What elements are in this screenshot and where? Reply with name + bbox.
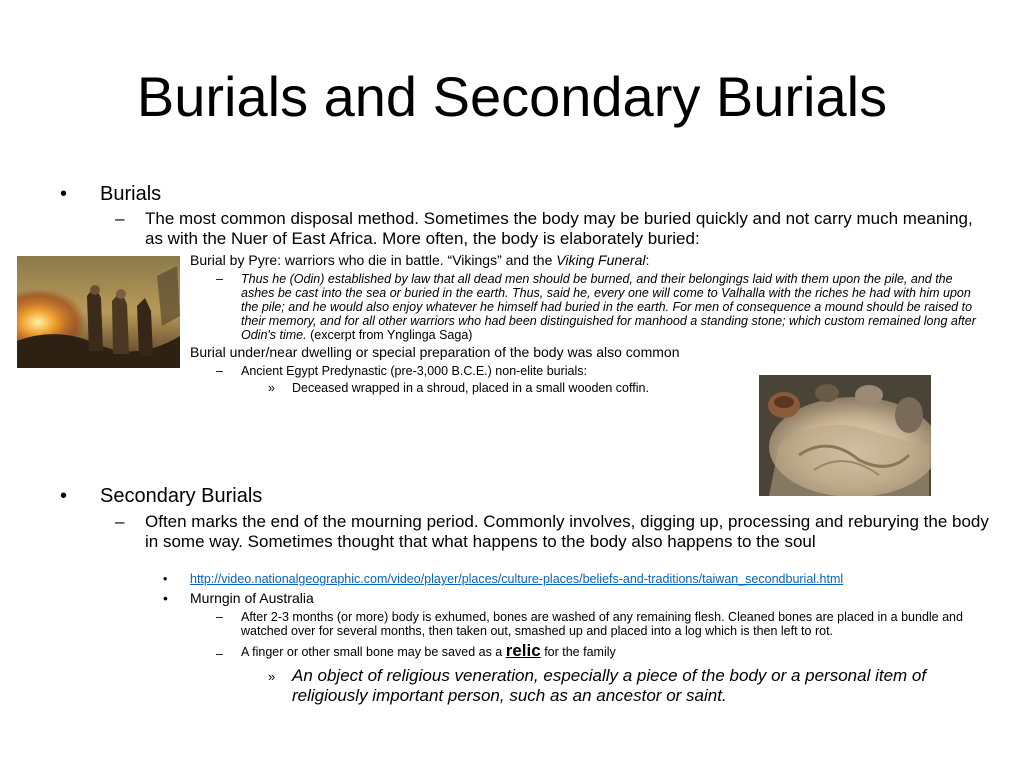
secondary-burials-heading: Secondary Burials — [100, 485, 263, 507]
dash-marker: – — [115, 209, 125, 228]
relic-line — [241, 641, 941, 660]
pyre-burial-line — [190, 252, 770, 269]
quote-source: (excerpt from Ynglinga Saga) — [306, 328, 473, 342]
slide-title: Burials and Secondary Burials — [136, 65, 888, 128]
ynglinga-quote — [241, 272, 989, 342]
dash-marker: – — [216, 647, 223, 661]
dash-marker: – — [216, 610, 223, 624]
relic-definition: An object of religious veneration, especially a piece of the body or a personal item of religiously important person, such as an ancestor or saint. — [292, 666, 927, 705]
relic-term: relic — [505, 641, 541, 660]
dash-marker: – — [216, 364, 223, 378]
pyre-colon: : — [645, 252, 650, 268]
murngin-line: Murngin of Australia — [190, 590, 314, 606]
viking-funeral-term: Viking Funeral — [556, 252, 646, 268]
egypt-burial-line: Ancient Egypt Predynastic (pre-3,000 B.C.E.) non-elite burials: — [241, 364, 588, 378]
dwelling-burial-line: Burial under/near dwelling or special preparation of the body was also common — [190, 344, 680, 360]
family-text: for the family — [540, 645, 616, 659]
deceased-line: Deceased wrapped in a shroud, placed in a small wooden coffin. — [292, 381, 649, 395]
egyptian-burial-image — [759, 375, 931, 496]
guillemet-marker: » — [268, 669, 276, 684]
bullet-marker: • — [163, 590, 168, 606]
natgeo-video-link[interactable]: http://video.nationalgeographic.com/video/player/places/culture-places/beliefs-and-traditions/taiwan_secondburial.html — [190, 572, 844, 586]
burials-description: The most common disposal method. Sometimes the body may be buried quickly and not carry much meaning, as with the Nuer of East Africa. More often, the body is elaborately buried: — [145, 209, 973, 248]
burials-heading: Burials — [100, 183, 162, 205]
viking-funeral-image — [17, 256, 180, 368]
guillemet-marker: » — [268, 381, 275, 395]
dash-marker: – — [115, 512, 125, 531]
finger-bone-text: A finger or other small bone may be saved as a — [241, 645, 506, 659]
bullet-marker: • — [60, 485, 68, 507]
bullet-marker: • — [60, 183, 68, 205]
pyre-text: Burial by Pyre: warriors who die in battle. “Vikings” and the — [190, 252, 557, 268]
odin-quote: Thus he (Odin) established by law that all dead men should be burned, and their belongings laid with them upon the pile, and the ashes be cast into the sea or buried in the earth. Thus, said he, every one will come to Valhalla with the riches he had with him upon the pile; and he would also enjoy whatever he himself had buried in the earth. For men of consequence a mound should be raised to their memory, and for all other warriors who had been distinguished for manhood a standing stone; which custom remained long after Odin's time. — [241, 272, 976, 342]
exhumation-description: After 2-3 months (or more) body is exhumed, bones are washed of any remaining flesh. Cleaned bones are placed in a bundle and watched over for several months, then taken out, smashed up and placed into a log which is then left to rot. — [241, 610, 963, 638]
dash-marker: – — [216, 272, 223, 286]
secondary-description: Often marks the end of the mourning period. Commonly involves, digging up, processing and reburying the body in some way. Sometimes thought that what happens to the body also happens to the soul — [145, 512, 989, 551]
bullet-marker: • — [163, 572, 168, 586]
